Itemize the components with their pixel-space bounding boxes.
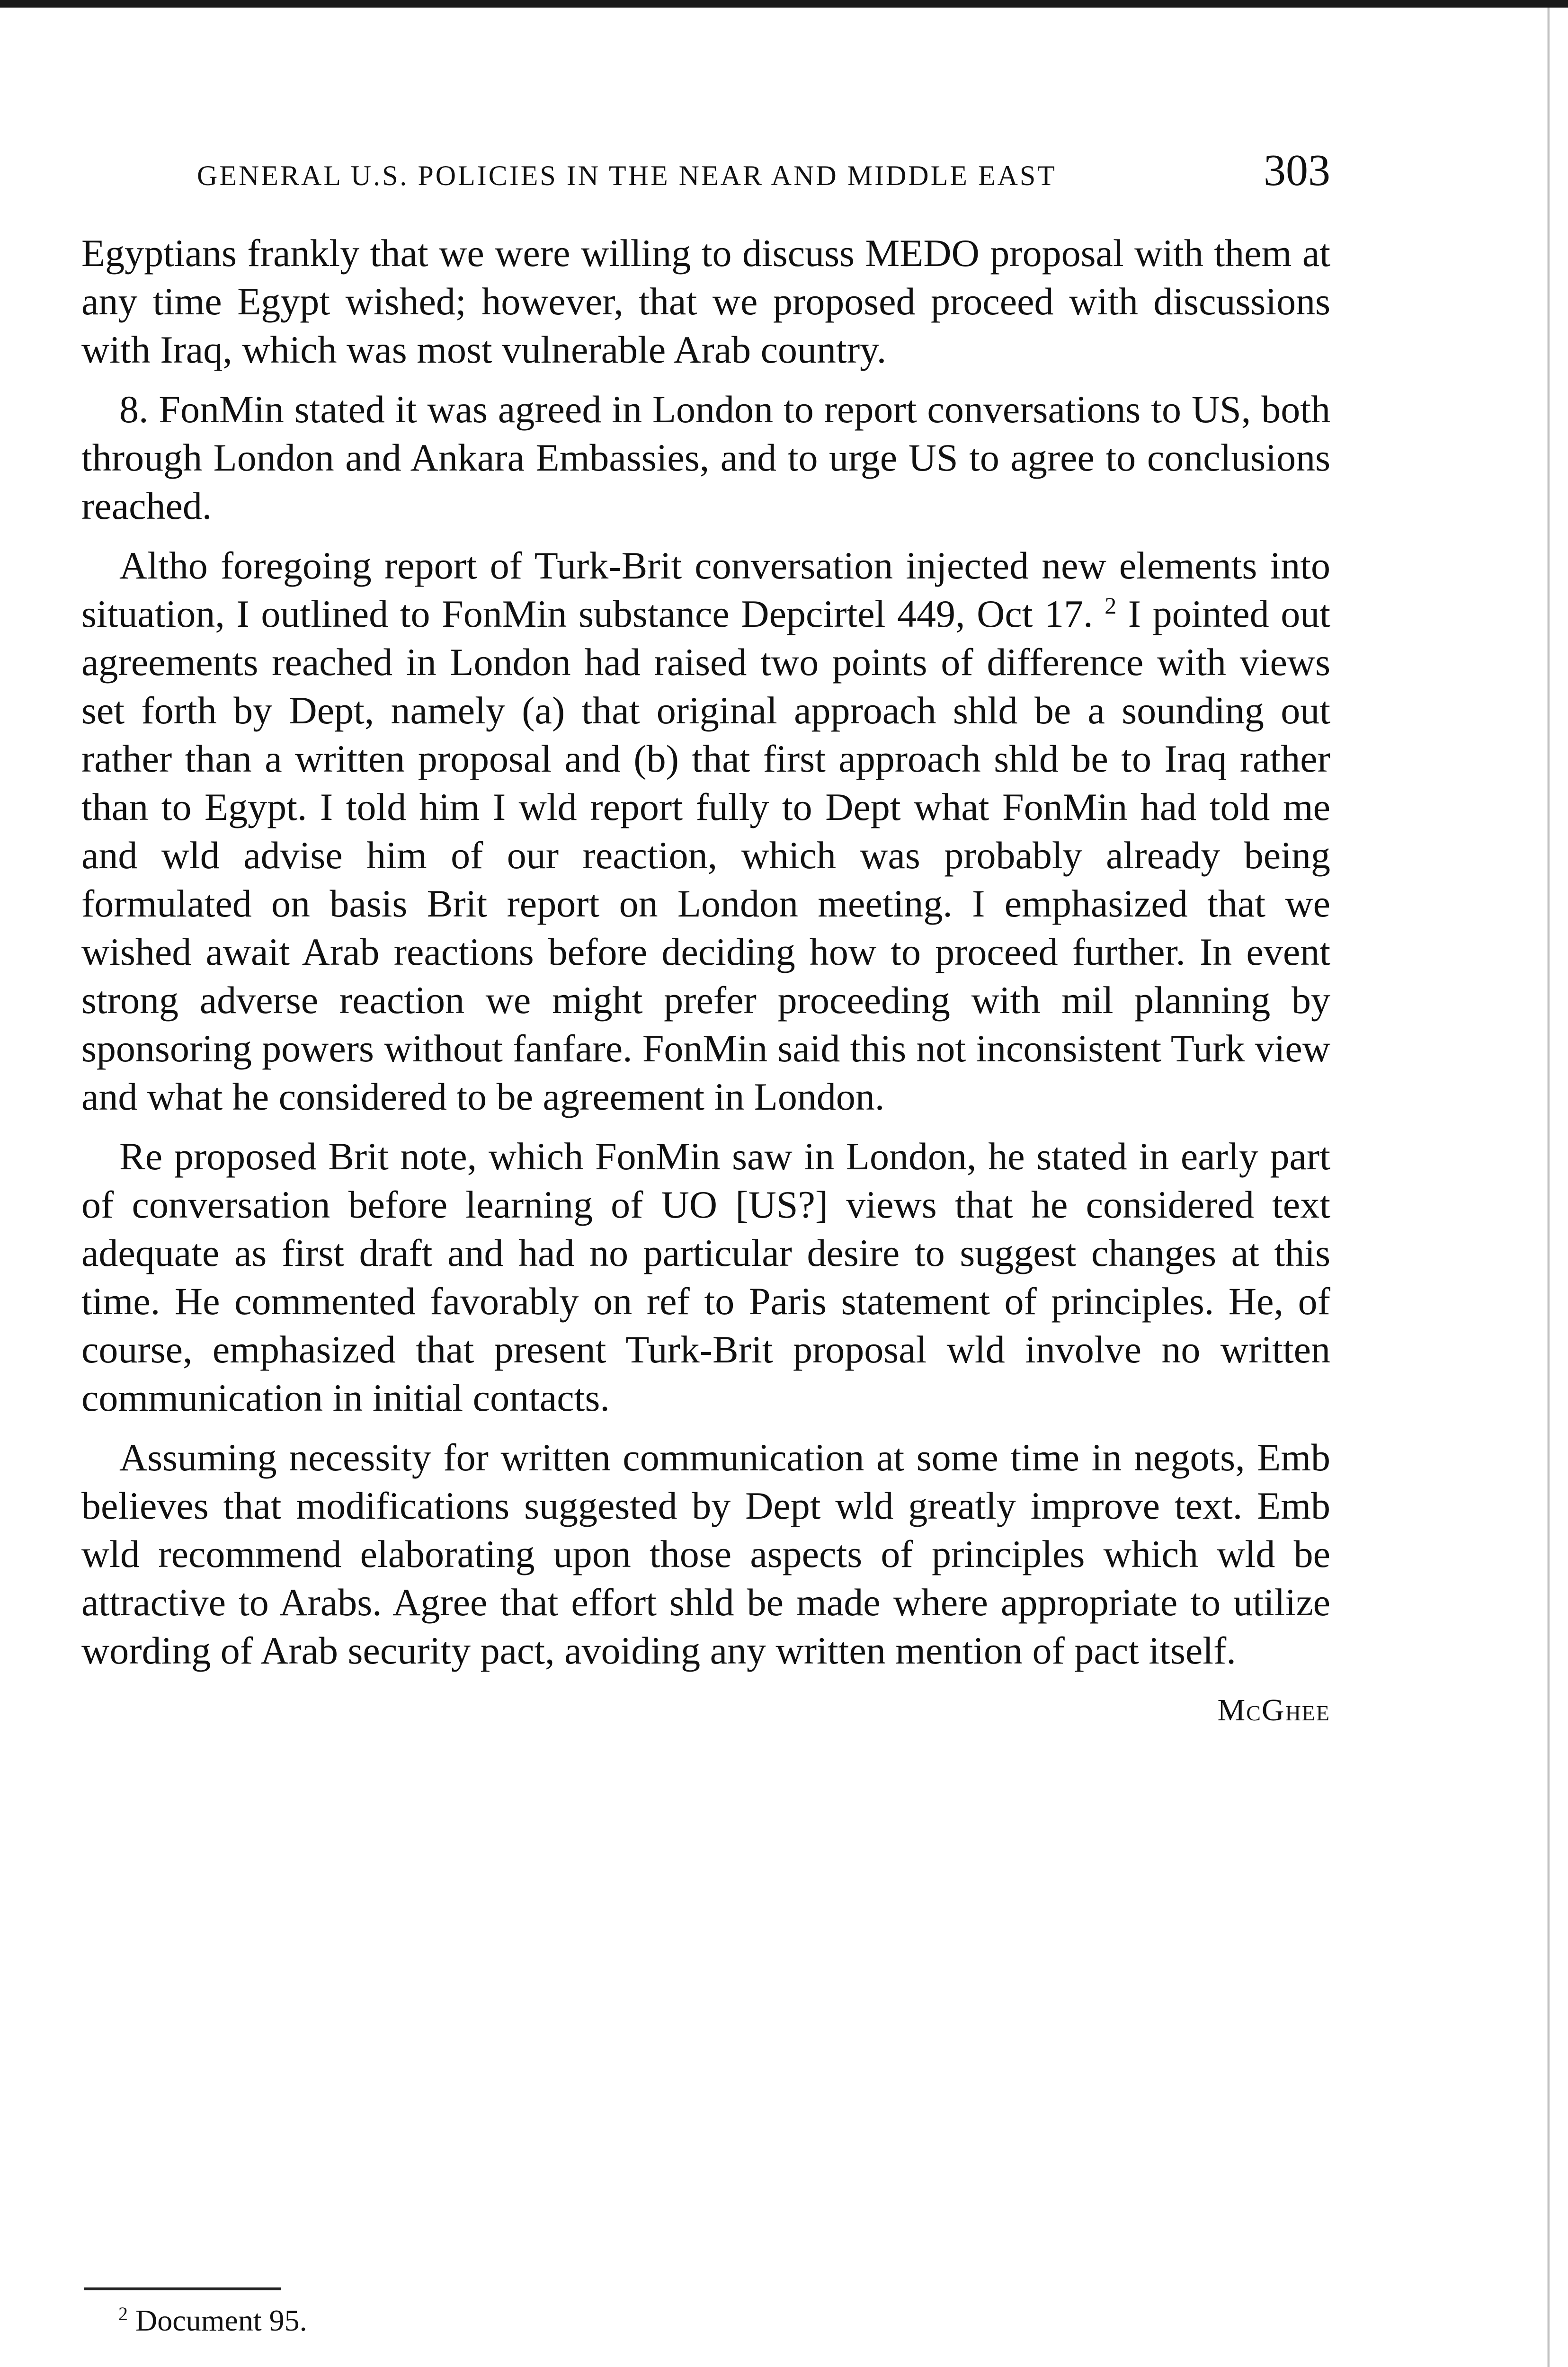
- paragraph-altho-text-before: Altho foregoing report of Turk-Brit conversation injected new elements into situation, I outlined to FonMin substance Depcirtel 449, Oct 17.: [81, 544, 1330, 635]
- footnote-divider: [84, 2287, 281, 2290]
- body-text: [81, 229, 1330, 1735]
- page-edge-shadow: [1547, 8, 1550, 2367]
- paragraph-brit-note: Re proposed Brit note, which FonMin saw in London, he stated in early part of conversation before learning of UO [US?] views that he considered text adequate as first draft and had no particular desire to suggest changes at this time. He commented favorably on ref to Paris statement of principles. He, of course, emphasized that present Turk-Brit proposal wld involve no written communication in initial contacts.: [81, 1135, 1330, 1419]
- footnote-marker: 2: [118, 2303, 128, 2324]
- footnote-text: Document 95.: [135, 2304, 307, 2337]
- top-border-rule: [0, 0, 1568, 8]
- paragraph-altho: [81, 542, 1330, 1121]
- paragraph-altho-text-after: I pointed out agreements reached in London had raised two points of difference with views set forth by Dept, namely (a) that original approach shld be a sounding out rather than a written proposal and (b) that first approach shld be to Iraq rather than to Egypt. I told him I wld report fully to Dept what FonMin had told me and wld advise him of our reaction, which was probably already being formulated on basis Brit report on London meeting. I emphasized that we wished await Arab reactions before deciding how to proceed further. In event strong adverse reaction we might prefer proceeding with mil planning by sponsoring powers without fanfare. FonMin said this not inconsistent Turk view and what he considered to be agreement in London.: [81, 592, 1331, 1118]
- running-head-title: GENERAL U.S. POLICIES IN THE NEAR AND MIDDLE EAST: [197, 160, 1057, 191]
- footnote: [118, 2302, 307, 2340]
- running-head: [197, 146, 1330, 203]
- paragraph-item-8: 8. FonMin stated it was agreed in London to report conversations to US, both through London and Ankara Embassies, and to urge US to agree to conclusions reached.: [81, 388, 1330, 527]
- paragraph-egyptians: Egyptians frankly that we were willing to discuss MEDO proposal with them at any time Egypt wished; however, that we proposed proceed with discussions with Iraq, which was most vulnerable Arab country.: [81, 231, 1330, 371]
- signature: McGhee: [1217, 1693, 1330, 1727]
- page-number: 303: [1264, 146, 1330, 195]
- paragraph-assuming: Assuming necessity for written communication at some time in negots, Emb believes that modifications suggested by Dept wld greatly improve text. Emb wld recommend elaborating upon those aspects of principles which wld be attractive to Arabs. Agree that effort shld be made where appropriate to utilize wording of Arab security pact, avoiding any written mention of pact itself.: [81, 1436, 1330, 1672]
- footnote-reference: 2: [1105, 592, 1117, 619]
